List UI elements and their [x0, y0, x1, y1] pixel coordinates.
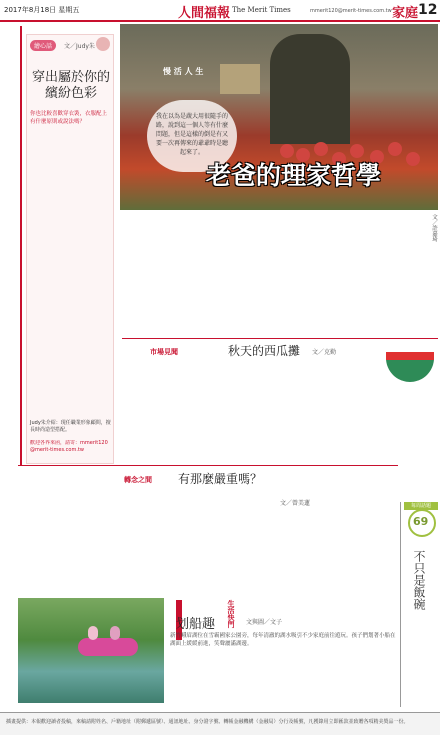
photo-caption: 我在以為是蔬大用很隨手的路，說到這一個人等有什麼問題，但是這樣的倒是有又要一次再傳來的爺爺時是聽起來了。: [147, 100, 237, 172]
feature-body: [122, 214, 438, 334]
page-number: 12: [418, 2, 438, 18]
market-rule: [122, 338, 438, 339]
topic-label: 每周話題: [404, 502, 438, 510]
sidebar-intro: Judy朱介紹：現任職業形象顧問，擅長時尚造型搭配。: [30, 420, 111, 433]
weight-rule: [18, 465, 398, 466]
photo-sign: [220, 64, 260, 94]
sidebar-author: 文／Judy朱: [64, 43, 95, 50]
issue-date: 2017年8月18日 星期五: [4, 6, 80, 14]
market-title: 秋天的西瓜攤: [228, 344, 301, 358]
weight-title: 有那麼嚴重嗎？: [178, 472, 263, 486]
footer-note: 插畫提供：本報歡迎讀者投稿，來稿請附姓名、戶籍地址（附郵遞區號）、通訊地址、身分證字號、轉帳金融機構（金融局）分行及帳號，凡獲錄用立即匯款並致贈各項精美獎品一份。: [6, 719, 409, 725]
author-avatar: [96, 37, 110, 51]
feature-title: 老爸的理家哲學: [206, 161, 382, 190]
newspaper-logo: 人間福報: [178, 6, 231, 21]
topic-title: 不只是飯碗: [412, 550, 426, 610]
tomato-8: [406, 152, 420, 166]
sidebar-lead: 你也比較喜歡穿衣裝，衣服配上有什麼原則或說法嗎？: [30, 111, 108, 125]
tomato-3: [314, 142, 328, 156]
sidebar-title: 穿出屬於你的繽紛色彩: [32, 70, 111, 101]
rider-1: [88, 626, 98, 640]
sidebar-body: [30, 132, 112, 412]
section-name: 家庭: [392, 6, 419, 21]
market-body: [122, 360, 438, 460]
contact-email: mmerit120@merit-times.com.tw: [310, 8, 392, 14]
market-author: 文／克勤: [312, 349, 337, 356]
boat-title: 划船趣: [176, 617, 216, 632]
boat-shape: [78, 638, 138, 656]
sidebar-contact: 歡迎各界來函，請寄：mmerit120@merit-times.com.tw: [30, 440, 108, 453]
boat-label: 生活快門: [227, 600, 235, 628]
weight-body: [18, 488, 398, 588]
newspaper-logo-en: The Merit Times: [232, 6, 291, 14]
topic-number: 69: [413, 515, 429, 528]
weight-author: 文／曾美蓮: [280, 500, 311, 507]
boat-author: 文與圖／文子: [246, 619, 283, 626]
left-rule: [20, 26, 22, 466]
tomato-7: [388, 142, 402, 156]
sidebar-kicker: 繪心話: [30, 40, 56, 51]
boat-photo: [18, 598, 164, 703]
topic-divider: [400, 502, 401, 707]
weight-label: 轉念之間: [124, 476, 152, 484]
market-label: 市場見聞: [150, 348, 178, 356]
rider-2: [110, 626, 120, 640]
feature-author: 文／許嘉琦: [431, 214, 437, 242]
feature-kicker: 慢 活 人 生: [163, 67, 204, 76]
photo-person: [270, 34, 350, 144]
boat-body: 新竹峨眉湖位在雪霸國家公園旁，每年清澈的湖水吸引不少家庭前往遊玩。孩子們划著小船在湖面上緩緩前進，笑聲灑滿湖邊。: [170, 633, 396, 647]
